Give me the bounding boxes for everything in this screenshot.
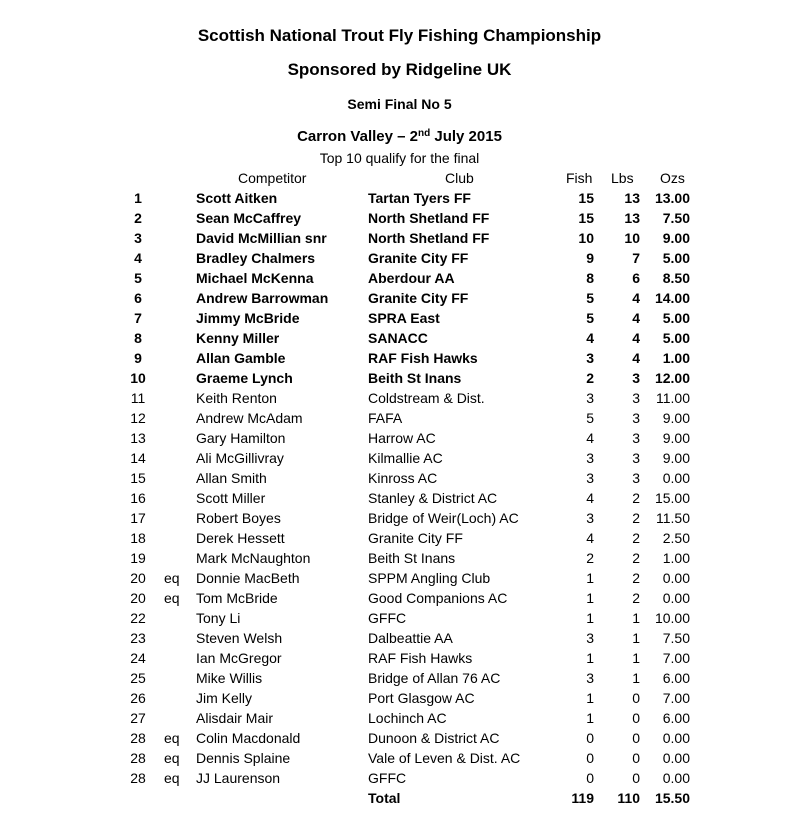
venue-suffix: July 2015 [430, 128, 502, 145]
weight-ozs: 9.00 [662, 230, 690, 246]
competitor-name: Colin Macdonald [196, 730, 301, 746]
position-cell: 16 [130, 490, 146, 506]
club-name: Beith St Inans [368, 550, 456, 566]
table-row [0, 648, 799, 668]
fish-count: 3 [586, 630, 594, 646]
tie-marker: eq [164, 770, 180, 786]
position-cell: 8 [134, 330, 142, 346]
weight-ozs: 0.00 [662, 570, 690, 586]
fish-count: 3 [586, 350, 594, 366]
club-name: GFFC [368, 770, 407, 786]
weight-ozs: 6.00 [662, 670, 690, 686]
weight-ozs: 9.00 [662, 410, 690, 426]
position-cell: 11 [130, 390, 146, 406]
fish-count: 1 [586, 690, 594, 706]
sponsor-line: Sponsored by Ridgeline UK [287, 60, 512, 79]
weight-lbs: 4 [632, 330, 640, 346]
table-row [0, 468, 799, 488]
table-row [0, 528, 799, 548]
fish-count: 1 [586, 610, 594, 626]
weight-lbs: 3 [632, 390, 640, 406]
position-cell: 28 [130, 750, 146, 766]
table-row [0, 188, 799, 208]
venue-ordinal-suffix: nd [417, 128, 431, 139]
competitor-name: Scott Miller [196, 490, 266, 506]
position-cell: 28 [130, 770, 146, 786]
fish-count: 4 [586, 430, 594, 446]
position-cell: 20 [130, 590, 146, 606]
competitor-name: Jimmy McBride [196, 310, 300, 326]
club-name: FAFA [368, 410, 403, 426]
position-cell: 17 [130, 510, 146, 526]
competitor-name: Allan Gamble [196, 350, 286, 366]
club-name: North Shetland FF [368, 210, 490, 226]
fish-count: 0 [586, 770, 594, 786]
position-cell: 7 [134, 310, 142, 326]
weight-lbs: 2 [632, 490, 640, 506]
table-row [0, 508, 799, 528]
table-row [0, 488, 799, 508]
competitor-name: Andrew McAdam [196, 410, 303, 426]
weight-ozs: 7.00 [662, 650, 690, 666]
club-name: GFFC [368, 610, 407, 626]
position-cell: 3 [134, 230, 142, 246]
table-row [0, 748, 799, 768]
position-cell: 4 [134, 250, 142, 266]
qualify-note: Top 10 qualify for the final [319, 150, 480, 166]
weight-ozs: 14.00 [654, 290, 690, 306]
weight-ozs: 5.00 [662, 310, 690, 326]
table-row [0, 308, 799, 328]
total-lbs: 110 [617, 790, 640, 806]
table-row [0, 388, 799, 408]
weight-lbs: 0 [632, 750, 640, 766]
table-row [0, 728, 799, 748]
table-row [0, 248, 799, 268]
column-header-fish: Fish [566, 170, 593, 186]
fish-count: 3 [586, 670, 594, 686]
weight-ozs: 5.00 [662, 250, 690, 266]
fish-count: 3 [586, 470, 594, 486]
fish-count: 5 [586, 310, 594, 326]
position-cell: 18 [130, 530, 146, 546]
competitor-name: Tom McBride [196, 590, 278, 606]
club-name: Bridge of Allan 76 AC [368, 670, 501, 686]
club-name: Coldstream & Dist. [368, 390, 485, 406]
weight-ozs: 8.50 [662, 270, 690, 286]
total-fish: 119 [571, 790, 594, 806]
weight-ozs: 1.00 [662, 550, 690, 566]
club-name: RAF Fish Hawks [368, 650, 473, 666]
club-name: SPPM Angling Club [368, 570, 491, 586]
weight-ozs: 0.00 [662, 770, 690, 786]
competitor-name: Gary Hamilton [196, 430, 286, 446]
club-name: Granite City FF [368, 250, 469, 266]
position-cell: 20 [130, 570, 146, 586]
weight-ozs: 11.50 [656, 510, 690, 526]
competitor-name: Alisdair Mair [196, 710, 274, 726]
club-name: Good Companions AC [368, 590, 508, 606]
fish-count: 3 [586, 510, 594, 526]
competitor-name: Robert Boyes [196, 510, 281, 526]
weight-ozs: 5.00 [662, 330, 690, 346]
club-name: Aberdour AA [368, 270, 455, 286]
fish-count: 15 [578, 210, 594, 226]
weight-ozs: 11.00 [656, 390, 690, 406]
weight-lbs: 13 [624, 190, 640, 206]
weight-ozs: 1.00 [662, 350, 690, 366]
fish-count: 1 [586, 570, 594, 586]
position-cell: 13 [130, 430, 146, 446]
weight-lbs: 1 [632, 650, 640, 666]
tie-marker: eq [164, 730, 180, 746]
weight-lbs: 0 [632, 710, 640, 726]
competitor-name: Michael McKenna [196, 270, 314, 286]
table-row [0, 568, 799, 588]
fish-count: 4 [586, 330, 594, 346]
fish-count: 3 [586, 450, 594, 466]
fish-count: 2 [586, 370, 594, 386]
competitor-name: Derek Hessett [196, 530, 285, 546]
competitor-name: Scott Aitken [196, 190, 278, 206]
competitor-name: Jim Kelly [196, 690, 253, 706]
club-name: Beith St Inans [368, 370, 462, 386]
competitor-name: Mike Willis [196, 670, 263, 686]
weight-lbs: 3 [632, 430, 640, 446]
position-cell: 12 [130, 410, 146, 426]
table-row [0, 608, 799, 628]
position-cell: 28 [130, 730, 146, 746]
club-name: Harrow AC [368, 430, 436, 446]
fish-count: 0 [586, 730, 594, 746]
table-row [0, 688, 799, 708]
club-name: Tartan Tyers FF [368, 190, 471, 206]
tie-marker: eq [164, 750, 180, 766]
competitor-name: Andrew Barrowman [196, 290, 329, 306]
position-cell: 23 [130, 630, 146, 646]
competitor-name: Bradley Chalmers [196, 250, 316, 266]
column-header-club: Club [445, 170, 474, 186]
position-cell: 19 [130, 550, 146, 566]
competitor-name: Ian McGregor [196, 650, 282, 666]
position-cell: 24 [130, 650, 146, 666]
table-row [0, 548, 799, 568]
document-title: Scottish National Trout Fly Fishing Championship [197, 26, 602, 45]
table-row [0, 368, 799, 388]
competitor-name: David McMillian snr [196, 230, 327, 246]
competitor-name: Mark McNaughton [196, 550, 311, 566]
competitor-name: Tony Li [196, 610, 241, 626]
table-row [0, 768, 799, 788]
weight-lbs: 0 [632, 730, 640, 746]
weight-ozs: 0.00 [662, 730, 690, 746]
venue-date [0, 128, 799, 145]
club-name: RAF Fish Hawks [368, 350, 478, 366]
weight-lbs: 4 [632, 290, 640, 306]
weight-lbs: 6 [632, 270, 640, 286]
position-cell: 15 [130, 470, 146, 486]
fish-count: 0 [586, 750, 594, 766]
club-name: Vale of Leven & Dist. AC [368, 750, 521, 766]
position-cell: 14 [130, 450, 146, 466]
position-cell: 6 [134, 290, 142, 306]
table-row [0, 628, 799, 648]
weight-lbs: 7 [632, 250, 640, 266]
club-name: Dunoon & District AC [368, 730, 500, 746]
position-cell: 5 [134, 270, 142, 286]
weight-lbs: 3 [632, 450, 640, 466]
fish-count: 3 [586, 390, 594, 406]
club-name: Dalbeattie AA [368, 630, 453, 646]
column-header-lbs: Lbs [611, 170, 634, 186]
column-header-ozs: Ozs [660, 170, 685, 186]
table-row [0, 588, 799, 608]
weight-lbs: 2 [632, 530, 640, 546]
weight-lbs: 2 [632, 550, 640, 566]
position-cell: 9 [134, 350, 142, 366]
weight-lbs: 2 [632, 570, 640, 586]
weight-ozs: 6.00 [662, 710, 690, 726]
position-cell: 25 [130, 670, 146, 686]
weight-lbs: 13 [624, 210, 640, 226]
table-row [0, 328, 799, 348]
tie-marker: eq [164, 590, 180, 606]
club-name: Bridge of Weir(Loch) AC [368, 510, 519, 526]
table-row [0, 708, 799, 728]
total-label: Total [368, 790, 401, 806]
table-row [0, 268, 799, 288]
round-title: Semi Final No 5 [347, 96, 452, 112]
weight-ozs: 0.00 [662, 470, 690, 486]
table-row [0, 228, 799, 248]
weight-lbs: 4 [632, 350, 640, 366]
fish-count: 4 [586, 490, 594, 506]
weight-lbs: 3 [632, 470, 640, 486]
position-cell: 22 [130, 610, 146, 626]
venue-prefix: Carron Valley – 2 [297, 128, 418, 145]
competitor-name: JJ Laurenson [196, 770, 281, 786]
club-name: North Shetland FF [368, 230, 490, 246]
weight-ozs: 9.00 [662, 450, 690, 466]
fish-count: 4 [586, 530, 594, 546]
fish-count: 5 [586, 410, 594, 426]
club-name: Port Glasgow AC [368, 690, 475, 706]
competitor-name: Donnie MacBeth [196, 570, 300, 586]
position-cell: 26 [130, 690, 146, 706]
column-header-competitor: Competitor [238, 170, 307, 186]
weight-lbs: 1 [632, 670, 640, 686]
weight-lbs: 1 [632, 630, 640, 646]
competitor-name: Allan Smith [196, 470, 267, 486]
weight-ozs: 13.00 [654, 190, 690, 206]
competitor-name: Kenny Miller [196, 330, 280, 346]
fish-count: 1 [586, 710, 594, 726]
weight-lbs: 10 [624, 230, 640, 246]
weight-lbs: 0 [632, 770, 640, 786]
table-row [0, 348, 799, 368]
weight-lbs: 4 [632, 310, 640, 326]
weight-lbs: 3 [632, 370, 640, 386]
weight-lbs: 3 [632, 410, 640, 426]
fish-count: 15 [578, 190, 594, 206]
table-row [0, 668, 799, 688]
weight-ozs: 10.00 [654, 610, 690, 626]
club-name: Kinross AC [368, 470, 438, 486]
club-name: Granite City FF [368, 290, 469, 306]
weight-lbs: 2 [632, 590, 640, 606]
competitor-name: Sean McCaffrey [196, 210, 302, 226]
club-name: Granite City FF [368, 530, 463, 546]
weight-ozs: 7.50 [662, 630, 690, 646]
fish-count: 1 [586, 590, 594, 606]
total-ozs: 15.50 [654, 790, 690, 806]
position-cell: 27 [130, 710, 146, 726]
competitor-name: Keith Renton [196, 390, 277, 406]
fish-count: 5 [586, 290, 594, 306]
total-row [0, 788, 799, 808]
competitor-name: Dennis Splaine [196, 750, 291, 766]
competitor-name: Steven Welsh [196, 630, 283, 646]
club-name: Lochinch AC [368, 710, 447, 726]
weight-lbs: 1 [632, 610, 640, 626]
fish-count: 10 [578, 230, 594, 246]
table-row [0, 408, 799, 428]
club-name: Stanley & District AC [368, 490, 498, 506]
table-row [0, 288, 799, 308]
competitor-name: Graeme Lynch [196, 370, 293, 386]
fish-count: 1 [586, 650, 594, 666]
competitor-name: Ali McGillivray [196, 450, 284, 466]
club-name: SPRA East [368, 310, 440, 326]
fish-count: 9 [586, 250, 594, 266]
fish-count: 2 [586, 550, 594, 566]
fish-count: 8 [586, 270, 594, 286]
weight-ozs: 7.00 [662, 690, 690, 706]
weight-ozs: 15.00 [654, 490, 690, 506]
weight-ozs: 9.00 [662, 430, 690, 446]
table-row [0, 208, 799, 228]
weight-ozs: 12.00 [654, 370, 690, 386]
weight-ozs: 2.50 [662, 530, 690, 546]
position-cell: 10 [130, 370, 146, 386]
club-name: Kilmallie AC [368, 450, 443, 466]
weight-lbs: 2 [632, 510, 640, 526]
weight-ozs: 7.50 [662, 210, 690, 226]
table-row [0, 428, 799, 448]
weight-lbs: 0 [632, 690, 640, 706]
weight-ozs: 0.00 [662, 590, 690, 606]
results-table [0, 188, 799, 788]
position-cell: 2 [134, 210, 142, 226]
table-row [0, 448, 799, 468]
tie-marker: eq [164, 570, 180, 586]
weight-ozs: 0.00 [662, 750, 690, 766]
position-cell: 1 [134, 190, 142, 206]
club-name: SANACC [368, 330, 428, 346]
